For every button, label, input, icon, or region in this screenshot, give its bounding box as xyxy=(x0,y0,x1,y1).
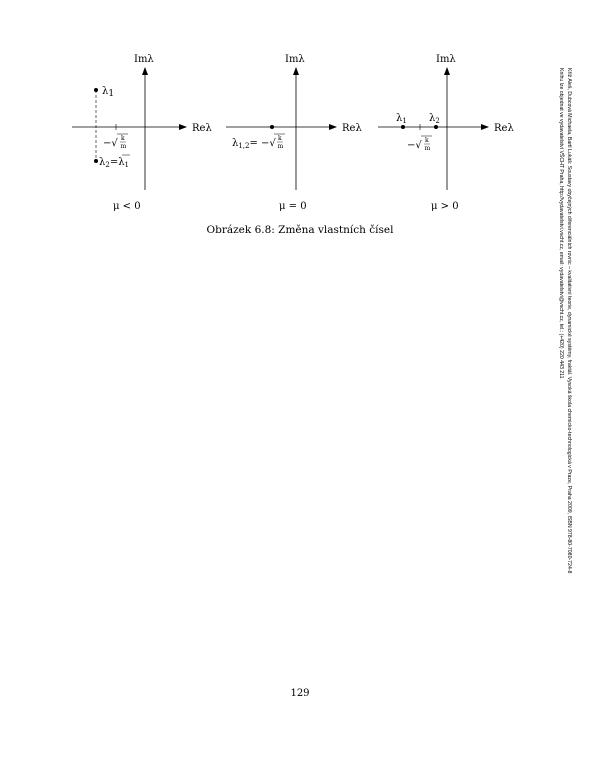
lambda2-label: $\lambda_2=\lambda_1$ xyxy=(99,157,129,169)
re-axis-label: Reλ xyxy=(494,123,514,134)
tick-fraction-den: m xyxy=(120,143,127,150)
panel-mu-zero xyxy=(226,54,362,212)
eigenvalue-lambda12-point xyxy=(270,125,274,129)
tick-label: −√ xyxy=(103,138,118,149)
figure-6-8 xyxy=(0,0,600,220)
tick-fraction-num: k xyxy=(425,137,429,144)
tick-label: −√ xyxy=(407,140,422,151)
lambda1-label: $\lambda_1$ xyxy=(396,113,407,125)
eigenvalue-lambda2-point xyxy=(94,159,98,163)
tick-fraction-den: m xyxy=(424,145,431,152)
im-axis-label: Imλ xyxy=(134,54,154,65)
panel-mu-positive xyxy=(378,54,514,212)
re-axis-label: Reλ xyxy=(342,123,362,134)
page-number: 129 xyxy=(290,688,310,699)
figure-caption: Obrázek 6.8: Změna vlastních čísel xyxy=(206,224,394,236)
im-axis-label: Imλ xyxy=(285,54,305,65)
tick-fraction-den: m xyxy=(277,143,284,150)
re-axis-label: Reλ xyxy=(192,123,212,134)
regime-label: μ = 0 xyxy=(279,201,307,212)
eigenvalue-lambda1-point xyxy=(401,125,405,129)
lambda1-label: λ1 xyxy=(102,86,115,99)
copyright-side-note xyxy=(555,68,577,708)
tick-fraction-num: k xyxy=(278,135,282,142)
regime-label: μ < 0 xyxy=(113,201,141,212)
side-note-line-1: Kříž Aleš, Dubcová Michaela, Bartl Lukáš: Soustavy obyčejných diferenciálních rovnic – kvalitativní teorie, dynamické systémy, fraktál. Vysoká škola chemicko-technologická v Praze, Praha 2009, ISBN 978-80-7080-724-8 xyxy=(566,68,572,574)
eigenvalue-lambda2-point xyxy=(434,125,438,129)
im-axis-label: Imλ xyxy=(436,54,456,65)
lambda12-label: $\lambda_{1,2}=$ −√ xyxy=(232,138,276,150)
regime-label: μ > 0 xyxy=(431,201,459,212)
side-note-line-2: Knihu lze objednat ve vydavatelství VŠCHT Praha, http://vydavatelstvi.vscht.cz, email: vydavatelstvi@vscht.cz, tel.: (+420) 220 443 211 xyxy=(558,68,564,379)
eigenvalue-lambda1-point xyxy=(94,88,98,92)
lambda2-label: $\lambda_2$ xyxy=(429,113,440,125)
panel-mu-negative xyxy=(72,54,212,212)
tick-fraction-num: k xyxy=(121,135,125,142)
